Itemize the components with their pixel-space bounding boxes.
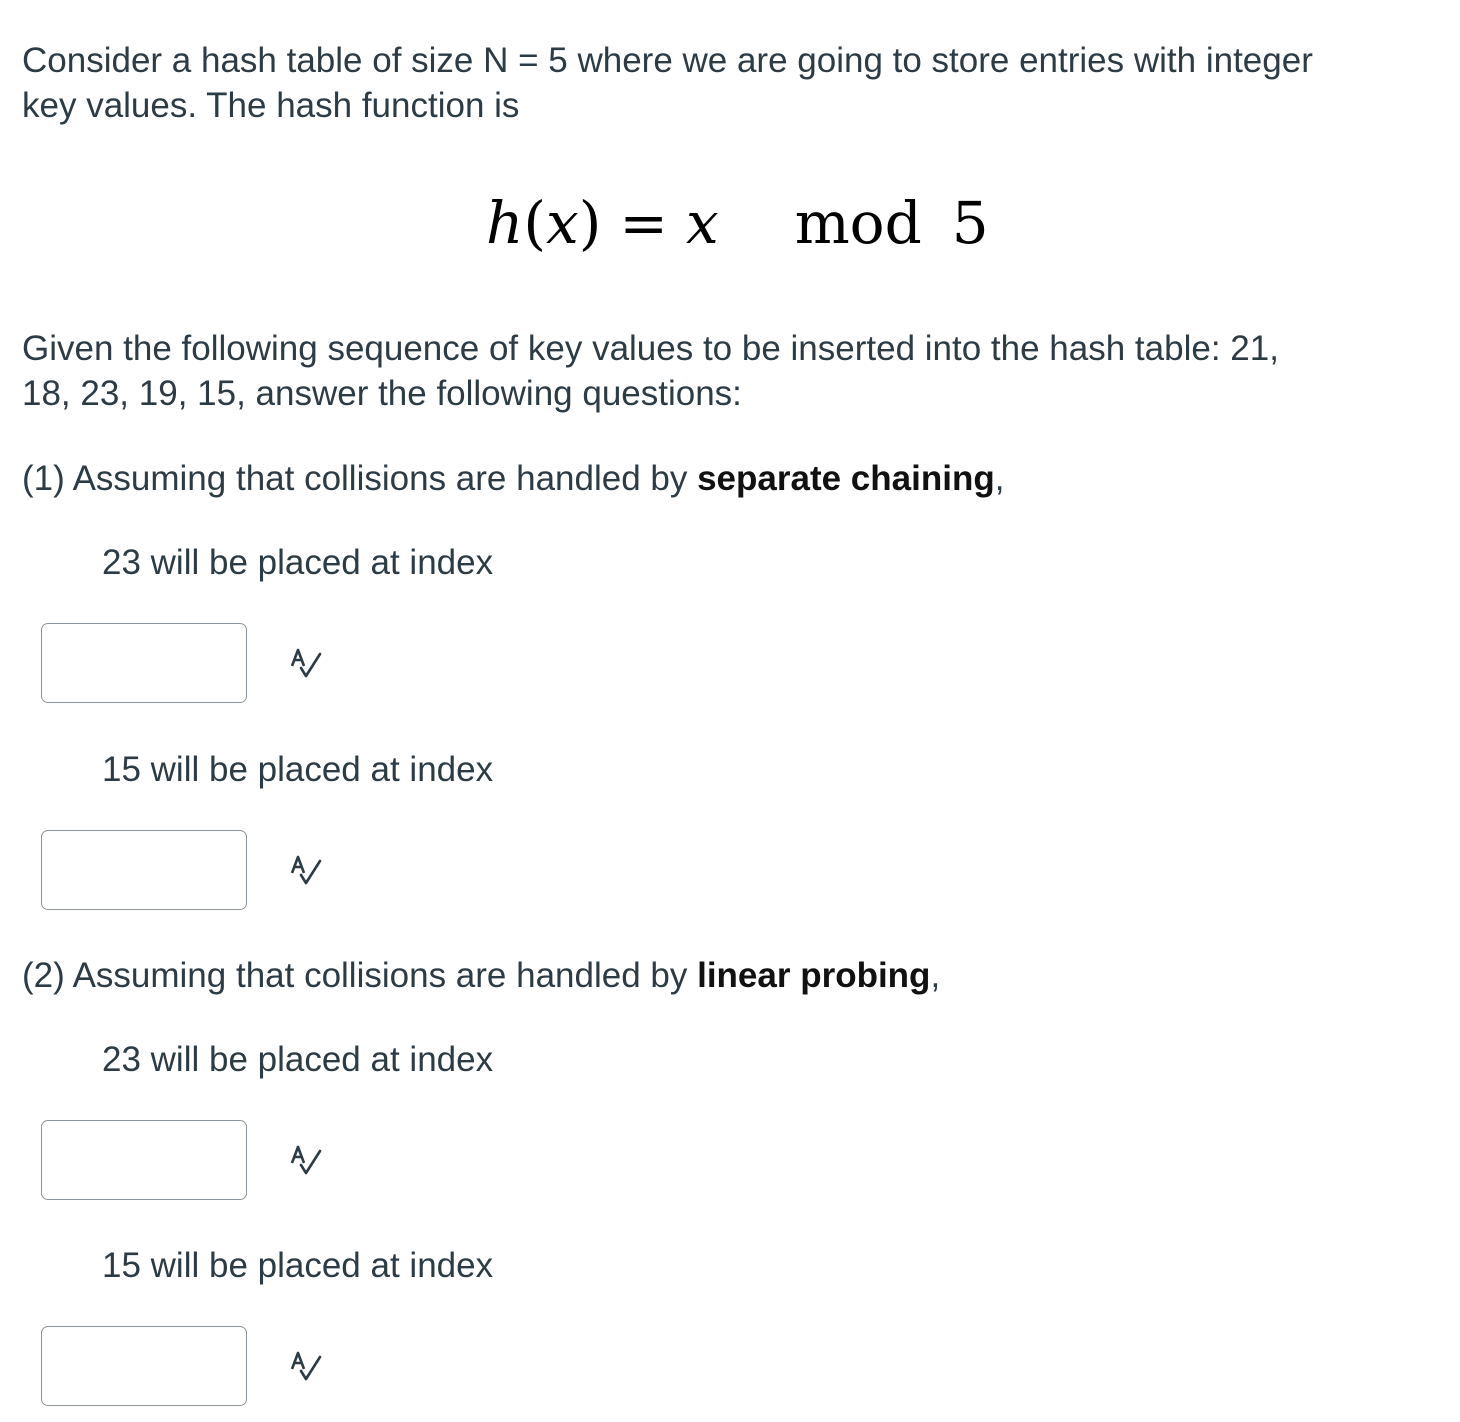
part1-answer-1-input[interactable] <box>41 623 247 703</box>
part1-question-1-label: 23 will be placed at index <box>102 543 494 582</box>
part2-answer-1-input[interactable] <box>41 1120 247 1200</box>
part2-suffix: , <box>930 956 941 995</box>
part1-question-2-label: 15 will be placed at index <box>102 750 494 789</box>
formula-close-paren: ) <box>578 189 602 257</box>
part1-prefix: (1) Assuming that collisions are handled by <box>22 459 698 498</box>
part2-question-2-label: 15 will be placed at index <box>102 1246 494 1285</box>
intro-paragraph <box>22 38 1313 128</box>
given-line-2: 18, 23, 19, 15, answer the following questions: <box>22 374 742 413</box>
given-paragraph <box>22 326 1279 416</box>
spellcheck-icon[interactable] <box>288 1143 324 1179</box>
part2-heading <box>22 953 940 998</box>
given-line-1: Given the following sequence of key values to be inserted into the hash table: 21, <box>22 329 1279 368</box>
part2-question-1-label: 23 will be placed at index <box>102 1040 494 1079</box>
formula-open-paren: ( <box>523 189 546 257</box>
formula-equals: = <box>619 189 668 257</box>
part1-answer-2-input[interactable] <box>41 830 247 910</box>
intro-line-2: key values. The hash function is <box>22 86 520 125</box>
spellcheck-icon[interactable] <box>288 853 324 889</box>
formula-variable: x <box>546 189 579 257</box>
part2-method: linear probing <box>697 956 931 995</box>
part2-answer-2-input[interactable] <box>41 1326 247 1406</box>
formula-function-name: h <box>486 189 524 257</box>
spellcheck-icon[interactable] <box>288 646 324 682</box>
formula-operator: mod <box>794 189 922 257</box>
spellcheck-icon[interactable] <box>288 1349 324 1385</box>
formula-modulus: 5 <box>951 189 989 257</box>
part1-method: separate chaining <box>697 459 995 498</box>
part2-prefix: (2) Assuming that collisions are handled by <box>22 956 698 995</box>
hash-function-formula <box>486 178 989 268</box>
formula-rhs-variable: x <box>685 189 719 257</box>
intro-line-1: Consider a hash table of size N = 5 where we are going to store entries with integer <box>22 41 1313 80</box>
part1-suffix: , <box>994 459 1005 498</box>
part1-heading <box>22 456 1004 501</box>
